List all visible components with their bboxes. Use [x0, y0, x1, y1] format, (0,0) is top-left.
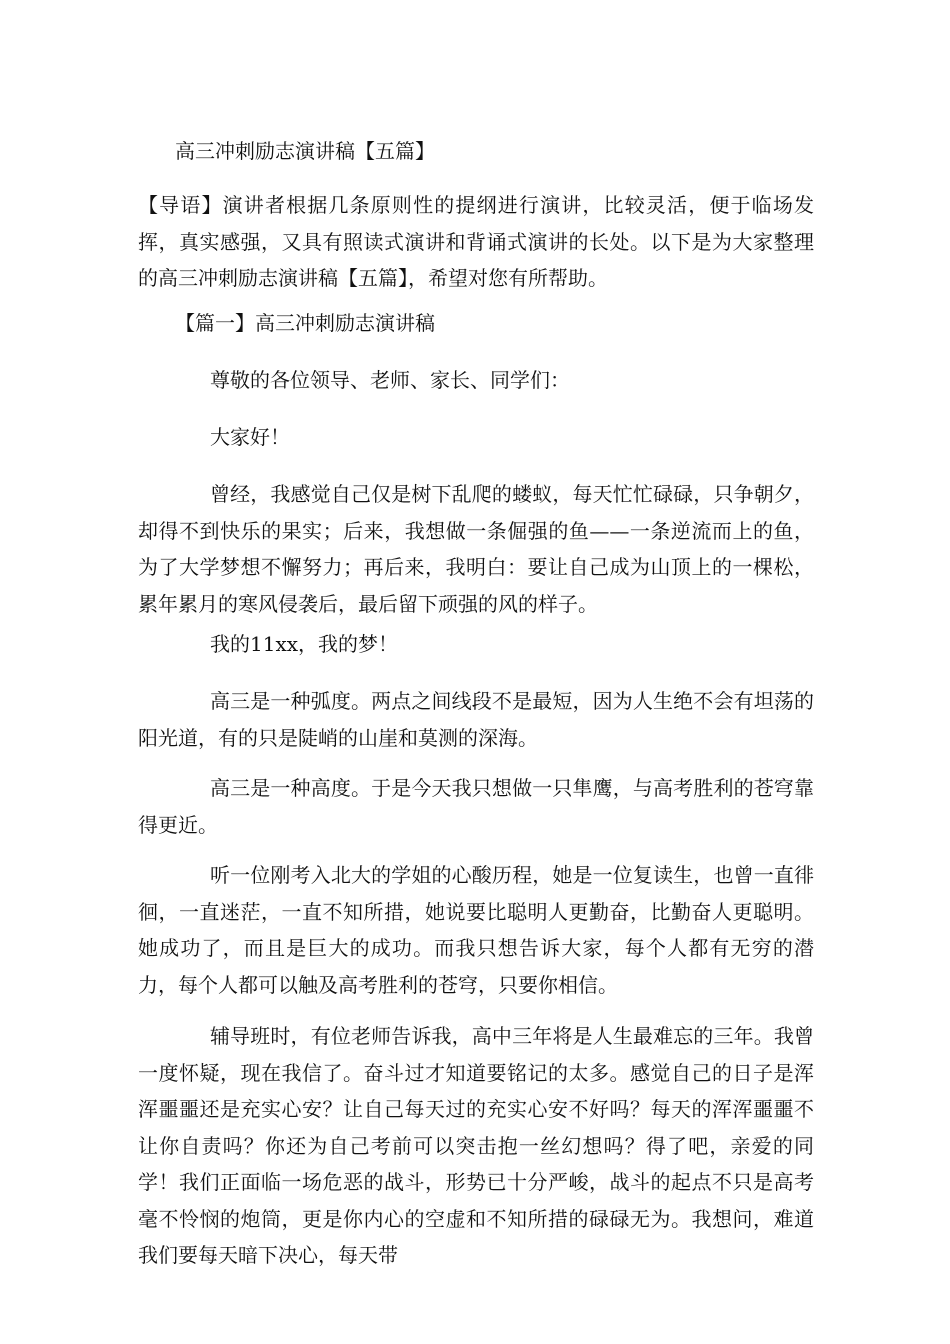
- salutation-paragraph: 尊敬的各位领导、老师、家长、同学们：: [210, 368, 570, 392]
- intro-paragraph: 【导语】演讲者根据几条原则性的提纲进行演讲，比较灵活，便于临场发挥，真实感强，又具有照读式演讲和背诵式演讲的长处。以下是为大家整理的高三冲刺励志演讲稿【五篇】，希望对您有所帮助。: [138, 193, 814, 290]
- body-paragraph: 我的11xx，我的梦！: [210, 632, 399, 656]
- body-paragraph: 听一位刚考入北大的学姐的心酸历程，她是一位复读生，也曾一直徘徊，一直迷茫，一直不知所措，她说要比聪明人更勤奋，比勤奋人更聪明。她成功了，而且是巨大的成功。而我只想告诉大家，每个人都有无穷的潜力，每个人都可以触及高考胜利的苍穹，只要你相信。: [138, 863, 814, 997]
- greeting-paragraph: 大家好！: [210, 425, 290, 449]
- body-paragraph: 高三是一种高度。于是今天我只想做一只隼鹰，与高考胜利的苍穹靠得更近。: [138, 776, 814, 837]
- body-paragraph: 辅导班时，有位老师告诉我，高中三年将是人生最难忘的三年。我曾一度怀疑，现在我信了。奋斗过才知道要铭记的太多。感觉自己的日子是浑浑噩噩还是充实心安？让自己每天过的充实心安不好吗？每天的浑浑噩噩不让你自责吗？你还为自己考前可以突击抱一丝幻想吗？得了吧，亲爱的同学！我们正面临一场危恶的战斗，形势已十分严峻，战斗的起点不只是高考毫不怜悯的炮筒，更是你内心的空虚和不知所措的碌碌无为。我想问，难道我们要每天暗下决心，每天带: [138, 1024, 814, 1267]
- section-heading: 【篇一】高三冲刺励志演讲稿: [175, 311, 435, 335]
- document-title: 高三冲刺励志演讲稿【五篇】: [175, 139, 435, 163]
- body-paragraph: 曾经，我感觉自己仅是树下乱爬的蝼蚁，每天忙忙碌碌，只争朝夕，却得不到快乐的果实；后来，我想做一条倔强的鱼——一条逆流而上的鱼，为了大学梦想不懈努力；再后来，我明白：要让自己成为山顶上的一棵松，累年累月的寒风侵袭后，最后留下顽强的风的样子。: [138, 482, 814, 616]
- body-paragraph: 高三是一种弧度。两点之间线段不是最短，因为人生绝不会有坦荡的阳光道，有的只是陡峭的山崖和莫测的深海。: [138, 689, 814, 750]
